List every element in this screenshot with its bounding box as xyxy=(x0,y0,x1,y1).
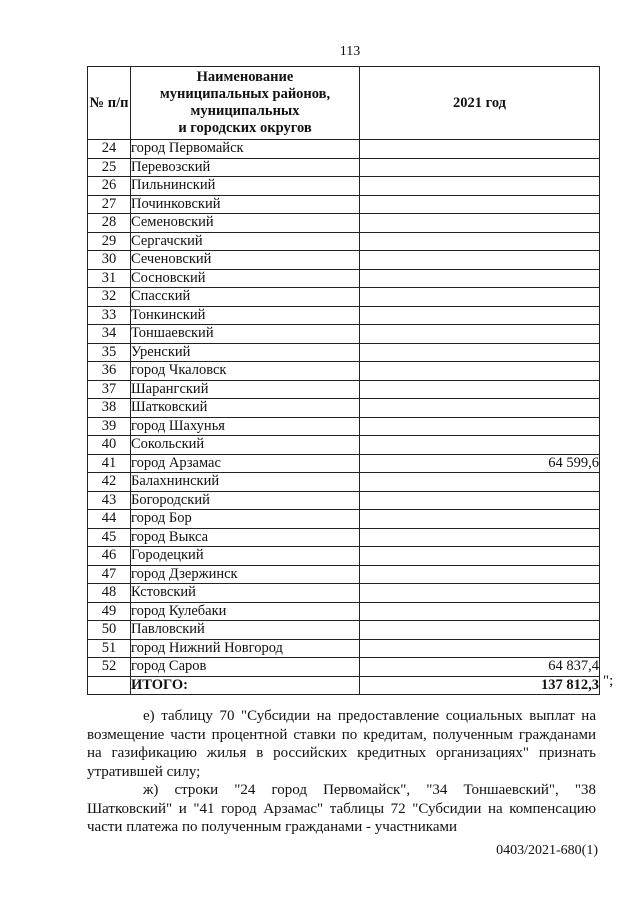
row-name: город Первомайск xyxy=(131,140,360,159)
header-year: 2021 год xyxy=(360,67,600,140)
table-row xyxy=(88,288,600,307)
row-name: Спасский xyxy=(131,288,360,307)
row-name: Балахнинский xyxy=(131,473,360,492)
table-row xyxy=(88,547,600,566)
table-row xyxy=(88,232,600,251)
row-value xyxy=(360,269,600,288)
header-name-line: и городских округов xyxy=(178,120,312,136)
total-num xyxy=(88,676,131,695)
row-num: 43 xyxy=(88,491,131,510)
row-num: 39 xyxy=(88,417,131,436)
row-num: 45 xyxy=(88,528,131,547)
row-num: 48 xyxy=(88,584,131,603)
table-row xyxy=(88,140,600,159)
row-name: город Дзержинск xyxy=(131,565,360,584)
table-row xyxy=(88,417,600,436)
row-value xyxy=(360,639,600,658)
row-num: 34 xyxy=(88,325,131,344)
table-row xyxy=(88,399,600,418)
row-value xyxy=(360,177,600,196)
row-name: Сосновский xyxy=(131,269,360,288)
table-header-row xyxy=(88,67,600,140)
row-value xyxy=(360,602,600,621)
document-code: 0403/2021-680(1) xyxy=(496,843,598,858)
paragraph-e: е) таблицу 70 "Субсидии на предоставление социальных выплат на возмещение части процентной ставки по кредитам, полученным гражданами на газификацию жилья в российских кредитных организациях" признать утратившей силу; xyxy=(87,708,596,780)
row-value xyxy=(360,473,600,492)
row-num: 33 xyxy=(88,306,131,325)
row-value xyxy=(360,584,600,603)
row-num: 49 xyxy=(88,602,131,621)
row-name: Кстовский xyxy=(131,584,360,603)
row-name: город Саров xyxy=(131,658,360,677)
row-value: 64 837,4 xyxy=(360,658,600,677)
total-label: ИТОГО: xyxy=(131,676,360,695)
row-num: 42 xyxy=(88,473,131,492)
table-row xyxy=(88,214,600,233)
row-num: 50 xyxy=(88,621,131,640)
paragraph-e-container xyxy=(87,707,596,781)
row-name: Уренский xyxy=(131,343,360,362)
table-row xyxy=(88,325,600,344)
row-num: 44 xyxy=(88,510,131,529)
table-row xyxy=(88,491,600,510)
table-row xyxy=(88,473,600,492)
row-value xyxy=(360,158,600,177)
row-value xyxy=(360,621,600,640)
row-name: город Арзамас xyxy=(131,454,360,473)
row-name: город Кулебаки xyxy=(131,602,360,621)
row-num: 47 xyxy=(88,565,131,584)
row-value xyxy=(360,362,600,381)
header-name-line: муниципальных xyxy=(190,103,300,119)
closing-quote-mark: "; xyxy=(603,673,614,689)
row-name: Шарангский xyxy=(131,380,360,399)
row-value xyxy=(360,251,600,270)
row-name: Сокольский xyxy=(131,436,360,455)
table-row xyxy=(88,639,600,658)
row-name: Павловский xyxy=(131,621,360,640)
row-num: 31 xyxy=(88,269,131,288)
row-name: Шатковский xyxy=(131,399,360,418)
row-name: Пильнинский xyxy=(131,177,360,196)
row-num: 37 xyxy=(88,380,131,399)
table-row xyxy=(88,528,600,547)
row-value xyxy=(360,528,600,547)
table-row xyxy=(88,565,600,584)
row-num: 38 xyxy=(88,399,131,418)
row-name: город Нижний Новгород xyxy=(131,639,360,658)
table-row xyxy=(88,602,600,621)
row-num: 28 xyxy=(88,214,131,233)
row-num: 27 xyxy=(88,195,131,214)
row-num: 32 xyxy=(88,288,131,307)
table-row xyxy=(88,380,600,399)
row-name: Починковский xyxy=(131,195,360,214)
row-num: 35 xyxy=(88,343,131,362)
row-name: Сергачский xyxy=(131,232,360,251)
header-name-line: Наименование xyxy=(196,69,294,85)
row-name: Сеченовский xyxy=(131,251,360,270)
total-value: 137 812,3 xyxy=(360,676,600,695)
row-value xyxy=(360,288,600,307)
table-row xyxy=(88,195,600,214)
row-value xyxy=(360,380,600,399)
total-row xyxy=(88,676,600,695)
paragraph-zh-container xyxy=(87,781,596,837)
table-row xyxy=(88,158,600,177)
header-name-line: муниципальных районов, xyxy=(159,86,331,102)
table-row xyxy=(88,177,600,196)
paragraph-zh: ж) строки "24 город Первомайск", "34 Тоншаевский", "38 Шатковский" и "41 город Арзамас" таблицы 72 "Субсидии на компенсацию части платежа по полученным гражданами - участниками xyxy=(87,782,596,835)
row-value xyxy=(360,510,600,529)
row-num: 51 xyxy=(88,639,131,658)
header-name xyxy=(131,67,360,140)
row-value xyxy=(360,232,600,251)
row-name: город Чкаловск xyxy=(131,362,360,381)
row-value xyxy=(360,547,600,566)
row-name: город Шахунья xyxy=(131,417,360,436)
row-name: Городецкий xyxy=(131,547,360,566)
row-num: 25 xyxy=(88,158,131,177)
table-row xyxy=(88,584,600,603)
row-num: 29 xyxy=(88,232,131,251)
row-num: 24 xyxy=(88,140,131,159)
table-body xyxy=(88,140,600,677)
row-num: 41 xyxy=(88,454,131,473)
row-value xyxy=(360,306,600,325)
row-name: город Выкса xyxy=(131,528,360,547)
row-value xyxy=(360,343,600,362)
row-value xyxy=(360,325,600,344)
row-name: город Бор xyxy=(131,510,360,529)
row-num: 26 xyxy=(88,177,131,196)
table-row xyxy=(88,621,600,640)
row-name: Перевозский xyxy=(131,158,360,177)
row-value xyxy=(360,214,600,233)
page-number: 113 xyxy=(339,44,361,59)
table-row xyxy=(88,510,600,529)
row-num: 52 xyxy=(88,658,131,677)
table-row xyxy=(88,251,600,270)
table-row xyxy=(88,362,600,381)
row-value xyxy=(360,140,600,159)
row-value xyxy=(360,195,600,214)
row-value xyxy=(360,436,600,455)
table-row xyxy=(88,436,600,455)
row-num: 46 xyxy=(88,547,131,566)
row-name: Тонкинский xyxy=(131,306,360,325)
row-name: Богородский xyxy=(131,491,360,510)
row-value: 64 599,6 xyxy=(360,454,600,473)
row-num: 40 xyxy=(88,436,131,455)
table-row xyxy=(88,306,600,325)
row-num: 30 xyxy=(88,251,131,270)
row-value xyxy=(360,399,600,418)
row-value xyxy=(360,565,600,584)
table-row xyxy=(88,658,600,677)
row-num: 36 xyxy=(88,362,131,381)
row-value xyxy=(360,491,600,510)
table-row xyxy=(88,343,600,362)
row-name: Семеновский xyxy=(131,214,360,233)
table-row xyxy=(88,454,600,473)
row-value xyxy=(360,417,600,436)
subsidy-table xyxy=(87,66,600,695)
row-name: Тоншаевский xyxy=(131,325,360,344)
table-row xyxy=(88,269,600,288)
header-num: № п/п xyxy=(88,67,131,140)
